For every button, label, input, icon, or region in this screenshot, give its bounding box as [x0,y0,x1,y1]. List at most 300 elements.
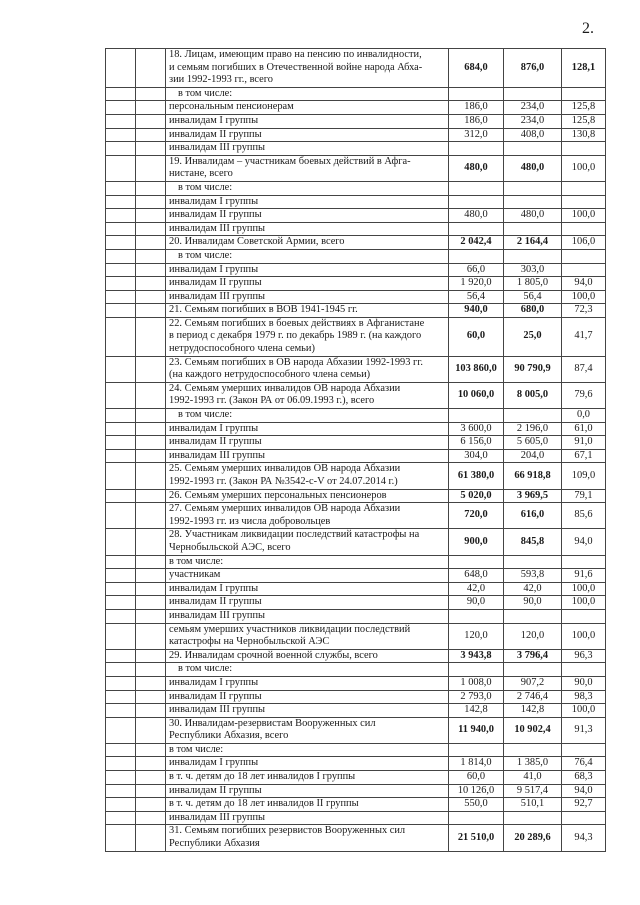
row-label: в том числе: [166,181,449,195]
percent-value: 125,8 [562,101,606,115]
actual-value [504,409,562,423]
row-label: инвалидам II группы [166,277,449,291]
actual-value [504,609,562,623]
percent-value: 90,0 [562,676,606,690]
empty-cell [106,222,136,236]
row-label: инвалидам II группы [166,128,449,142]
actual-value: 10 902,4 [504,717,562,743]
empty-cell [106,114,136,128]
row-label: персональным пенсионерам [166,101,449,115]
empty-cell [106,676,136,690]
actual-value: 1 805,0 [504,277,562,291]
empty-cell [136,555,166,569]
row-label: 23. Семьям погибших в ОВ народа Абхазии 1992-1993 гг. (на каждого нетрудоспособного члена семьи) [166,356,449,382]
plan-value: 56,4 [449,290,504,304]
plan-value [449,87,504,101]
row-label: 28. Участникам ликвидации последствий катастрофы на Чернобыльской АЭС, всего [166,529,449,555]
table-row [106,290,606,304]
table-row [106,249,606,263]
empty-cell [136,155,166,181]
actual-value: 480,0 [504,209,562,223]
row-label: в том числе: [166,743,449,757]
actual-value [504,249,562,263]
table-row [106,609,606,623]
empty-cell [136,449,166,463]
empty-cell [136,676,166,690]
empty-cell [136,529,166,555]
percent-value [562,142,606,156]
row-label: 18. Лицам, имеющим право на пенсию по инвалидности, и семьям погибших в Отечественной войне народа Абха- зии 1992-1993 гг., всего [166,49,449,88]
plan-value: 2 042,4 [449,236,504,250]
plan-value: 186,0 [449,101,504,115]
percent-value: 100,0 [562,582,606,596]
table-row [106,463,606,489]
table-row [106,87,606,101]
empty-cell [136,209,166,223]
table-row [106,155,606,181]
row-label: инвалидам III группы [166,811,449,825]
empty-cell [106,784,136,798]
plan-value [449,142,504,156]
empty-cell [106,449,136,463]
table-row [106,128,606,142]
row-label: инвалидам II группы [166,784,449,798]
actual-value [504,555,562,569]
empty-cell [136,463,166,489]
empty-cell [106,596,136,610]
empty-cell [106,489,136,503]
table-row [106,49,606,88]
empty-cell [106,101,136,115]
empty-cell [136,569,166,583]
table-row [106,529,606,555]
empty-cell [106,356,136,382]
page-number: 2. [582,20,594,37]
actual-value: 9 517,4 [504,784,562,798]
actual-value: 876,0 [504,49,562,88]
percent-value [562,181,606,195]
plan-value: 60,0 [449,317,504,356]
table-row [106,436,606,450]
plan-value: 1 814,0 [449,757,504,771]
percent-value: 94,3 [562,825,606,851]
percent-value: 100,0 [562,704,606,718]
actual-value: 303,0 [504,263,562,277]
empty-cell [106,87,136,101]
percent-value: 79,1 [562,489,606,503]
empty-cell [136,128,166,142]
row-label: 27. Семьям умерших инвалидов ОВ народа Абхазии 1992-1993 гг. из числа добровольцев [166,503,449,529]
empty-cell [136,757,166,771]
actual-value [504,811,562,825]
empty-cell [106,181,136,195]
empty-cell [106,195,136,209]
actual-value [504,663,562,677]
empty-cell [106,155,136,181]
row-label: инвалидам I группы [166,757,449,771]
empty-cell [136,771,166,785]
actual-value: 2 196,0 [504,422,562,436]
percent-value: 109,0 [562,463,606,489]
empty-cell [136,181,166,195]
actual-value [504,743,562,757]
plan-value: 648,0 [449,569,504,583]
table-row [106,771,606,785]
row-label: инвалидам III группы [166,609,449,623]
percent-value: 91,0 [562,436,606,450]
empty-cell [136,87,166,101]
plan-value [449,181,504,195]
table-row [106,743,606,757]
table-row [106,382,606,408]
table-row [106,811,606,825]
percent-value: 106,0 [562,236,606,250]
row-label: 30. Инвалидам-резервистам Вооруженных сил Республики Абхазия, всего [166,717,449,743]
plan-value: 2 793,0 [449,690,504,704]
empty-cell [136,290,166,304]
plan-value: 10 126,0 [449,784,504,798]
percent-value [562,663,606,677]
actual-value: 234,0 [504,114,562,128]
table-row [106,101,606,115]
row-label: инвалидам III группы [166,142,449,156]
row-label: в том числе: [166,555,449,569]
actual-value: 42,0 [504,582,562,596]
empty-cell [106,49,136,88]
actual-value: 90 790,9 [504,356,562,382]
actual-value: 907,2 [504,676,562,690]
table-row [106,503,606,529]
actual-value: 56,4 [504,290,562,304]
table-row [106,209,606,223]
empty-cell [106,142,136,156]
percent-value [562,609,606,623]
percent-value: 67,1 [562,449,606,463]
percent-value: 85,6 [562,503,606,529]
empty-cell [106,503,136,529]
table-row [106,596,606,610]
row-label: 24. Семьям умерших инвалидов ОВ народа Абхазии 1992-1993 гг. (Закон РА от 06.09.1993 г.), всего [166,382,449,408]
row-label: 20. Инвалидам Советской Армии, всего [166,236,449,250]
percent-value: 100,0 [562,290,606,304]
plan-value: 66,0 [449,263,504,277]
empty-cell [136,222,166,236]
empty-cell [136,784,166,798]
empty-cell [106,825,136,851]
plan-value [449,222,504,236]
empty-cell [136,236,166,250]
empty-cell [106,798,136,812]
row-label: 31. Семьям погибших резервистов Вооруженных сил Республики Абхазия [166,825,449,851]
actual-value: 120,0 [504,623,562,649]
actual-value [504,222,562,236]
row-label: 21. Семьям погибших в ВОВ 1941-1945 гг. [166,304,449,318]
empty-cell [106,609,136,623]
actual-value: 2 164,4 [504,236,562,250]
empty-cell [136,811,166,825]
percent-value: 76,4 [562,757,606,771]
table-row [106,263,606,277]
empty-cell [136,317,166,356]
actual-value: 480,0 [504,155,562,181]
plan-value: 3 943,8 [449,649,504,663]
empty-cell [106,663,136,677]
empty-cell [136,825,166,851]
empty-cell [106,690,136,704]
plan-value: 312,0 [449,128,504,142]
row-label: в т. ч. детям до 18 лет инвалидов II группы [166,798,449,812]
row-label: инвалидам I группы [166,582,449,596]
row-label: инвалидам II группы [166,209,449,223]
plan-value: 60,0 [449,771,504,785]
empty-cell [136,609,166,623]
actual-value: 8 005,0 [504,382,562,408]
empty-cell [136,582,166,596]
row-label: 29. Инвалидам срочной военной службы, всего [166,649,449,663]
empty-cell [136,101,166,115]
table-row [106,663,606,677]
row-label: инвалидам III группы [166,704,449,718]
empty-cell [136,277,166,291]
percent-value: 72,3 [562,304,606,318]
actual-value: 204,0 [504,449,562,463]
percent-value [562,555,606,569]
empty-cell [136,249,166,263]
empty-cell [136,195,166,209]
actual-value [504,142,562,156]
percent-value: 125,8 [562,114,606,128]
table-row [106,114,606,128]
row-label: инвалидам II группы [166,436,449,450]
percent-value: 130,8 [562,128,606,142]
empty-cell [136,596,166,610]
table-row [106,676,606,690]
empty-cell [106,249,136,263]
table-row [106,195,606,209]
plan-value [449,811,504,825]
percent-value [562,263,606,277]
empty-cell [106,555,136,569]
plan-value: 6 156,0 [449,436,504,450]
actual-value: 66 918,8 [504,463,562,489]
table-row [106,784,606,798]
table-row [106,690,606,704]
empty-cell [106,236,136,250]
percent-value: 92,7 [562,798,606,812]
empty-cell [136,422,166,436]
row-label: инвалидам I группы [166,195,449,209]
empty-cell [136,356,166,382]
actual-value: 5 605,0 [504,436,562,450]
table-row [106,356,606,382]
empty-cell [136,49,166,88]
table-row [106,422,606,436]
percent-value: 98,3 [562,690,606,704]
table-row [106,236,606,250]
table-row [106,317,606,356]
row-label: 19. Инвалидам – участникам боевых действий в Афга- нистане, всего [166,155,449,181]
empty-cell [106,304,136,318]
plan-value: 142,8 [449,704,504,718]
row-label: в том числе: [166,249,449,263]
actual-value: 1 385,0 [504,757,562,771]
plan-value: 684,0 [449,49,504,88]
empty-cell [106,422,136,436]
table-row [106,704,606,718]
actual-value: 510,1 [504,798,562,812]
plan-value [449,249,504,263]
empty-cell [136,717,166,743]
empty-cell [136,382,166,408]
empty-cell [106,569,136,583]
table-row [106,489,606,503]
plan-value: 480,0 [449,209,504,223]
plan-value [449,663,504,677]
actual-value: 616,0 [504,503,562,529]
row-label: участникам [166,569,449,583]
empty-cell [106,409,136,423]
actual-value: 142,8 [504,704,562,718]
plan-value: 480,0 [449,155,504,181]
table-row [106,569,606,583]
table-row [106,582,606,596]
percent-value: 100,0 [562,596,606,610]
percent-value: 87,4 [562,356,606,382]
actual-value: 20 289,6 [504,825,562,851]
empty-cell [136,503,166,529]
empty-cell [136,649,166,663]
actual-value [504,195,562,209]
plan-value: 61 380,0 [449,463,504,489]
row-label: 25. Семьям умерших инвалидов ОВ народа Абхазии 1992-1993 гг. (Закон РА №3542-с-V от 24.07.2014 г.) [166,463,449,489]
actual-value: 680,0 [504,304,562,318]
row-label: 22. Семьям погибших в боевых действиях в Афганистане в период с декабря 1979 г. по декабрь 1989 г. (на каждого нетрудоспособного члена семьи) [166,317,449,356]
table-row [106,277,606,291]
plan-value: 186,0 [449,114,504,128]
plan-value: 900,0 [449,529,504,555]
actual-value: 90,0 [504,596,562,610]
empty-cell [106,263,136,277]
empty-cell [106,290,136,304]
row-label: в т. ч. детям до 18 лет инвалидов I группы [166,771,449,785]
actual-value: 25,0 [504,317,562,356]
percent-value: 91,3 [562,717,606,743]
empty-cell [106,582,136,596]
empty-cell [106,649,136,663]
plan-value: 5 020,0 [449,489,504,503]
percent-value: 94,0 [562,529,606,555]
plan-value: 940,0 [449,304,504,318]
percent-value: 91,6 [562,569,606,583]
percent-value: 79,6 [562,382,606,408]
empty-cell [106,128,136,142]
empty-cell [136,690,166,704]
empty-cell [136,304,166,318]
plan-value: 720,0 [449,503,504,529]
empty-cell [106,436,136,450]
percent-value: 128,1 [562,49,606,88]
empty-cell [106,623,136,649]
empty-cell [136,704,166,718]
empty-cell [106,209,136,223]
empty-cell [106,811,136,825]
row-label: инвалидам III группы [166,222,449,236]
empty-cell [136,436,166,450]
percent-value: 94,0 [562,277,606,291]
row-label: инвалидам I группы [166,263,449,277]
plan-value: 1 008,0 [449,676,504,690]
table-row [106,757,606,771]
row-label: в том числе: [166,87,449,101]
percent-value: 100,0 [562,209,606,223]
plan-value: 21 510,0 [449,825,504,851]
actual-value: 3 796,4 [504,649,562,663]
percent-value [562,249,606,263]
plan-value: 3 600,0 [449,422,504,436]
row-label: инвалидам II группы [166,596,449,610]
empty-cell [106,757,136,771]
table-row [106,555,606,569]
plan-value [449,743,504,757]
table-row [106,304,606,318]
actual-value: 41,0 [504,771,562,785]
percent-value [562,222,606,236]
percent-value: 41,7 [562,317,606,356]
empty-cell [106,717,136,743]
empty-cell [136,114,166,128]
row-label: инвалидам II группы [166,690,449,704]
table-row [106,798,606,812]
plan-value [449,409,504,423]
row-label: в том числе: [166,663,449,677]
percent-value: 94,0 [562,784,606,798]
actual-value: 408,0 [504,128,562,142]
empty-cell [106,317,136,356]
empty-cell [106,529,136,555]
empty-cell [136,409,166,423]
empty-cell [106,743,136,757]
percent-value [562,811,606,825]
row-label: инвалидам I группы [166,422,449,436]
empty-cell [136,263,166,277]
empty-cell [106,277,136,291]
empty-cell [136,798,166,812]
percent-value: 100,0 [562,155,606,181]
table-row [106,717,606,743]
table-row [106,825,606,851]
plan-value: 304,0 [449,449,504,463]
row-label: инвалидам III группы [166,290,449,304]
plan-value [449,195,504,209]
plan-value: 10 060,0 [449,382,504,408]
plan-value: 120,0 [449,623,504,649]
table-row [106,649,606,663]
row-label: в том числе: [166,409,449,423]
plan-value: 103 860,0 [449,356,504,382]
percent-value: 0,0 [562,409,606,423]
table-row [106,181,606,195]
percent-value [562,87,606,101]
actual-value: 845,8 [504,529,562,555]
actual-value: 234,0 [504,101,562,115]
row-label: 26. Семьям умерших персональных пенсионеров [166,489,449,503]
percent-value: 68,3 [562,771,606,785]
actual-value [504,181,562,195]
percent-value: 100,0 [562,623,606,649]
empty-cell [106,463,136,489]
row-label: семьям умерших участников ликвидации последствий катастрофы на Чернобыльской АЭС [166,623,449,649]
plan-value: 42,0 [449,582,504,596]
